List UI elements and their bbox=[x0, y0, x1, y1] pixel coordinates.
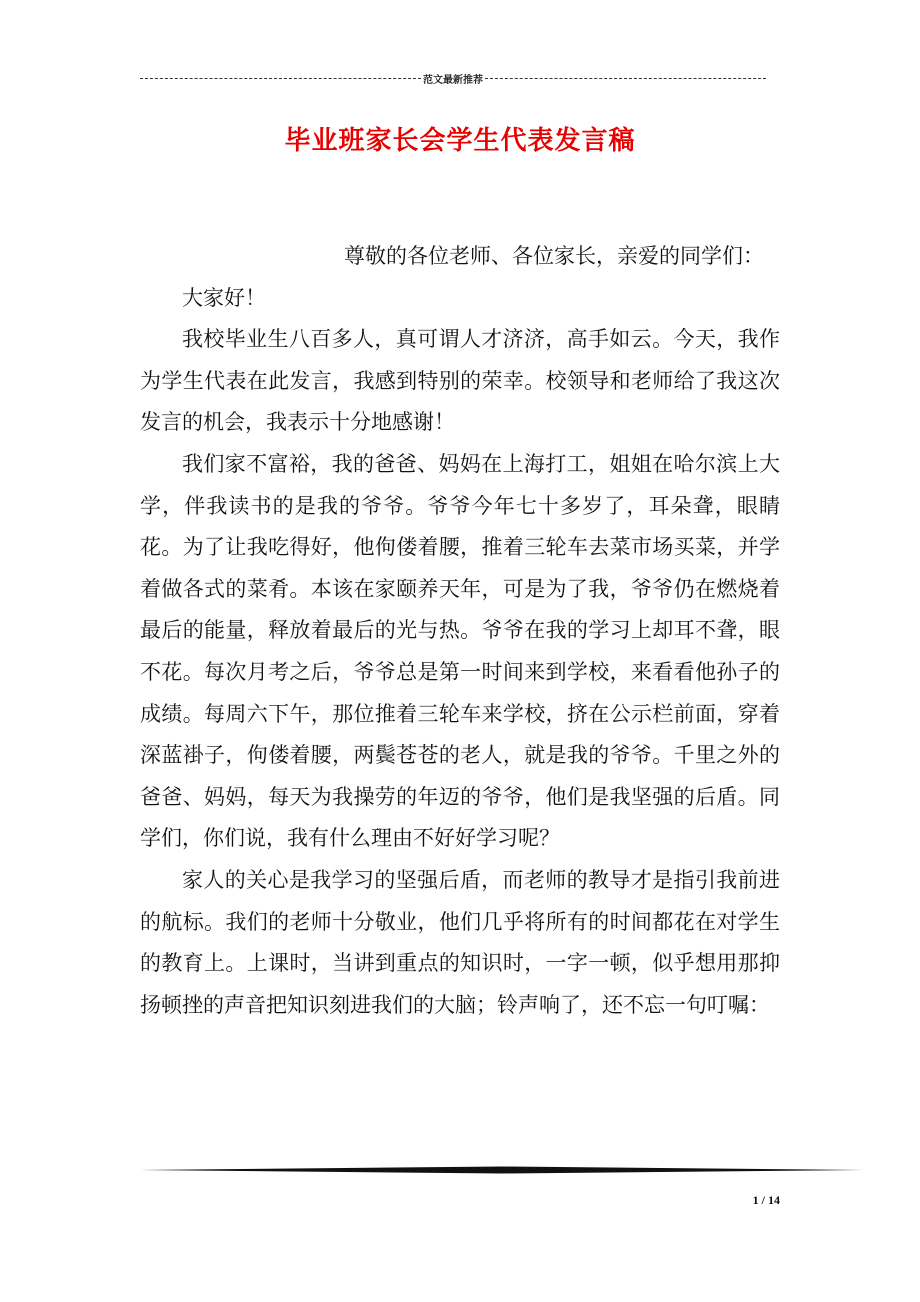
paragraph-3: 家人的关心是我学习的坚强后盾，而老师的教导才是指引我前进的航标。我们的老师十分敬业，他们几乎将所有的时间都花在对学生的教育上。上课时，当讲到重点的知识时，一字一顿，似乎想用那抑扬顿挫的声音把知识刻进我们的大脑；铃声响了，还不忘一句叮嘱： bbox=[140, 867, 780, 1017]
header-dash-left bbox=[140, 78, 421, 79]
page-header bbox=[140, 68, 766, 88]
footer-divider bbox=[140, 1166, 864, 1174]
document-title: 毕业班家长会学生代表发言稿 bbox=[284, 126, 636, 156]
header-dash-right bbox=[485, 78, 766, 79]
salutation: 尊敬的各位老师、各位家长，亲爱的同学们： bbox=[344, 244, 764, 268]
paragraph-1: 我校毕业生八百多人，真可谓人才济济，高手如云。今天，我作为学生代表在此发言，我感到特别的荣幸。校领导和老师给了我这次发言的机会，我表示十分地感谢！ bbox=[140, 327, 780, 435]
paragraph-2: 我们家不富裕，我的爸爸、妈妈在上海打工，姐姐在哈尔滨上大学，伴我读书的是我的爷爷。爷爷今年七十多岁了，耳朵聋，眼睛花。为了让我吃得好，他佝偻着腰，推着三轮车去菜市场买菜，并学着做各式的菜肴。本该在家颐养天年，可是为了我，爷爷仍在燃烧着最后的能量，释放着最后的光与热。爷爷在我的学习上却耳不聋，眼不花。每次月考之后，爷爷总是第一时间来到学校，来看看他孙子的成绩。每周六下午，那位推着三轮车来学校，挤在公示栏前面，穿着深蓝褂子，佝偻着腰，两鬓苍苍的老人，就是我的爷爷。千里之外的爸爸、妈妈，每天为我操劳的年迈的爷爷，他们是我坚强的后盾。同学们，你们说，我有什么理由不好好学习呢？ bbox=[140, 451, 780, 851]
document-body bbox=[140, 236, 780, 1026]
header-text: 范文最新推荐 bbox=[423, 74, 483, 86]
page-number: 1 / 14 bbox=[752, 1193, 780, 1207]
paragraph-greeting: 大家好！ bbox=[182, 285, 266, 310]
